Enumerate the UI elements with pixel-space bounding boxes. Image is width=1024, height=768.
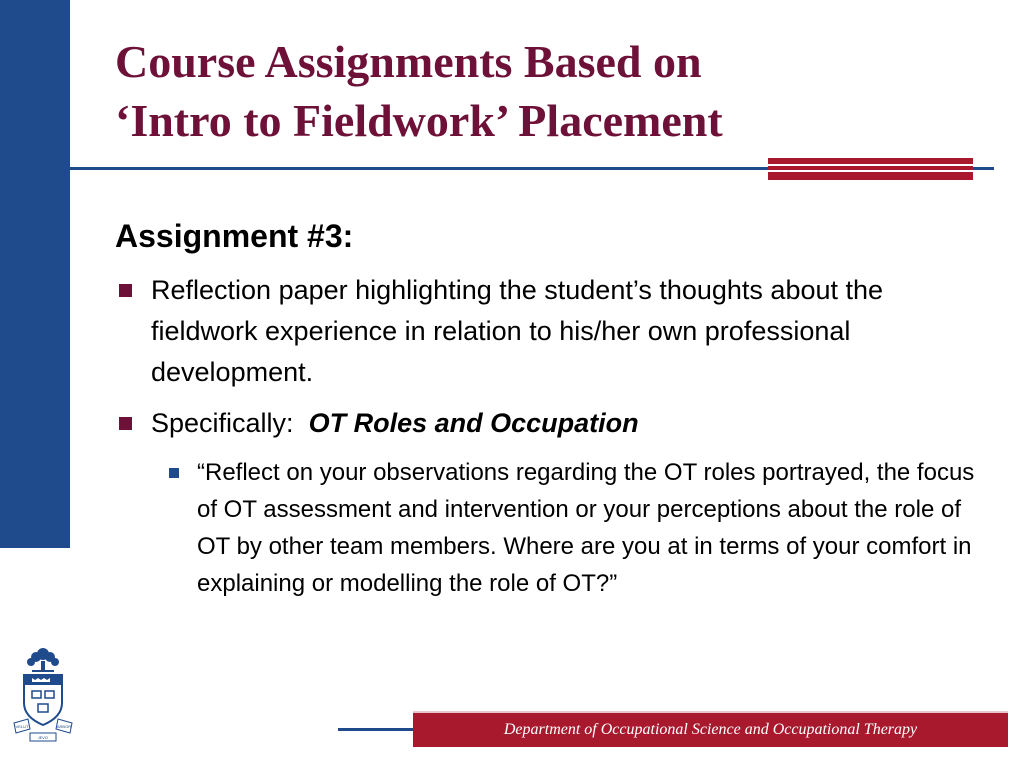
footer-text: Department of Occupational Science and Occupational Therapy xyxy=(503,721,918,738)
assignment-heading: Assignment #3: xyxy=(115,218,354,254)
crest-banner-right: ARBOR xyxy=(56,724,72,729)
bullet-emphasis: OT Roles and Occupation xyxy=(308,408,639,438)
footer-rule xyxy=(338,728,414,731)
crest-banner-left: VELUT xyxy=(15,724,29,729)
crest-banner-bottom: ÆVO xyxy=(38,735,48,740)
left-accent-bar xyxy=(0,0,70,548)
bullet-item xyxy=(115,403,975,444)
slide-title xyxy=(115,32,995,150)
footer-banner xyxy=(413,711,1008,747)
bullet-item xyxy=(115,270,975,393)
bullet-text: Reflection paper highlighting the student’s thoughts about the fieldwork experience in relation to his/her own professional development. xyxy=(151,275,884,387)
sub-bullet-text: “Reflect on your observations regarding the OT roles portrayed, the focus of OT assessment and intervention or your perceptions about the role of OT by other team members. Where are you at in terms of your comfort in explaining or modelling the role of OT?” xyxy=(197,459,975,597)
slide-content xyxy=(115,214,975,602)
sub-bullet-item xyxy=(167,454,975,602)
square-bullet-icon xyxy=(119,417,132,430)
bullet-prefix: Specifically: xyxy=(151,408,294,438)
title-line-2: ‘Intro to Fieldwork’ Placement xyxy=(115,95,723,146)
title-line-1: Course Assignments Based on xyxy=(115,36,702,87)
university-crest-icon xyxy=(12,645,74,745)
square-bullet-icon xyxy=(119,284,132,297)
square-sub-bullet-icon xyxy=(169,468,179,478)
title-accent-block xyxy=(768,158,973,180)
